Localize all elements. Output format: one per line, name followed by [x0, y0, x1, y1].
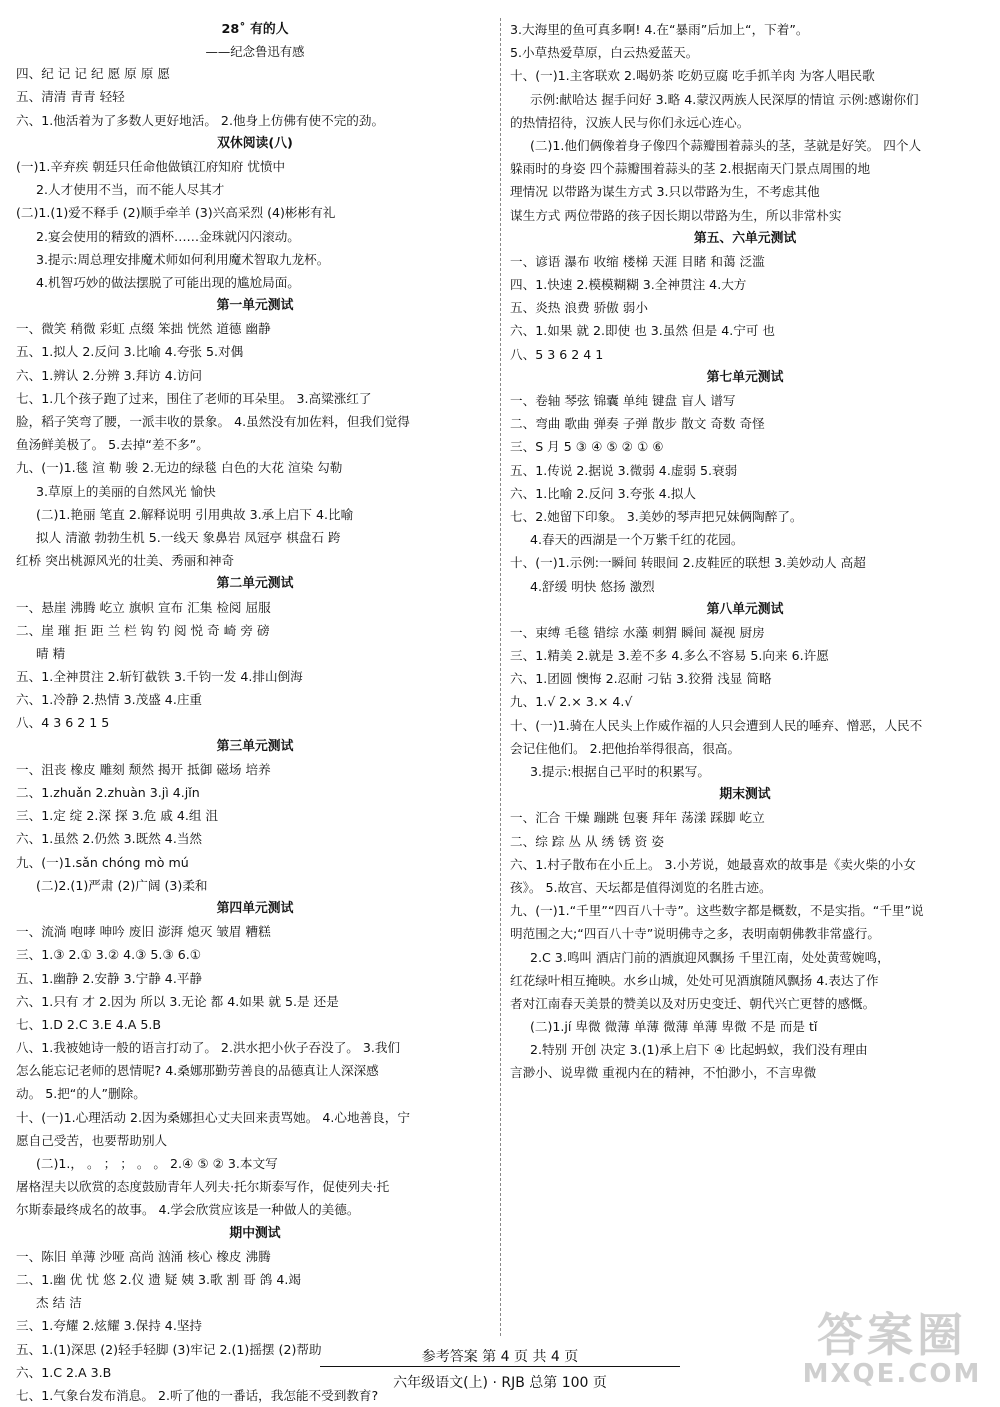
answer-line: 七、2.她留下印象。 3.美妙的琴声把兄妹俩陶醉了。 — [510, 508, 803, 524]
answer-line: 三、1.定 绽 2.深 探 3.危 戚 4.组 沮 — [16, 808, 219, 824]
answer-line: 四、纪 记 记 纪 愿 原 原 愿 — [16, 66, 170, 82]
answer-line: 一、悬崖 沸腾 屹立 旗帜 宣布 汇集 检阅 屈服 — [16, 599, 271, 615]
section-subtitle: ——纪念鲁迅有感 — [205, 44, 305, 60]
answer-line: 六、1.冷静 2.热情 3.茂盛 4.庄重 — [16, 692, 203, 708]
section-heading: 28˚ 有的人 — [221, 22, 289, 37]
answer-line: 六、1.C 2.A 3.B — [16, 1364, 112, 1380]
answer-line: 二、1.zhuǎn 2.zhuàn 3.jì 4.jǐn — [16, 785, 200, 800]
answer-line: 十、(一)1.主客联欢 2.喝奶茶 吃奶豆腐 吃手抓羊肉 为客人唱民歌 — [510, 68, 875, 84]
answer-line: 一、微笑 稍微 彩虹 点缀 笨拙 恍然 道德 幽静 — [16, 321, 271, 337]
answer-line: 愿自己受苦，也要帮助别人 — [16, 1132, 168, 1148]
answer-line: (二)1.他们俩像着身子像四个蒜瓣围着蒜头的茎，茎就是好笑。 四个人 — [530, 137, 922, 153]
answer-line: 4.舒缓 明快 悠扬 激烈 — [530, 578, 655, 594]
answer-line: 四、1.快速 2.模模糊糊 3.全神贯注 4.大方 — [510, 277, 747, 293]
answer-line: 2.宴会使用的精致的酒杯……金珠就闪闪滚动。 — [36, 228, 300, 244]
answer-line: 七、1.气象台发布消息。 2.听了他的一番话，我怎能不受到教育? — [16, 1387, 379, 1403]
answer-line: 动。 5.把“的人”删除。 — [16, 1086, 146, 1102]
answer-line: 一、束缚 毛毯 错综 水藻 刺猬 瞬间 凝视 厨房 — [510, 624, 765, 640]
answer-line: 拟人 清澈 勃勃生机 5.一线天 象鼻岩 凤冠亭 棋盘石 跨 — [36, 529, 341, 545]
answer-line: 孩》。 5.故宫、天坛都是值得浏览的名胜古迹。 — [510, 879, 772, 895]
answer-line: 晴 精 — [36, 645, 66, 661]
answer-line: 五、炎热 浪费 骄傲 弱小 — [510, 300, 648, 316]
answer-line: 鱼汤鲜美极了。 5.去掉“差不多”。 — [16, 437, 209, 453]
answer-line: 八、1.我被她诗一般的语言打动了。 2.洪水把小伙子吞没了。 3.我们 — [16, 1040, 401, 1056]
answer-line: 二、1.幽 优 忧 悠 2.仪 遗 疑 姨 3.歌 割 哥 鸽 4.竭 — [16, 1271, 302, 1287]
answer-line: 五、1.幽静 2.安静 3.宁静 4.平静 — [16, 970, 203, 986]
answer-line: 一、卷轴 琴弦 锦囊 单纯 键盘 盲人 谱写 — [510, 393, 736, 408]
section-heading: 期中测试 — [229, 1225, 281, 1241]
answer-line: 二、弯曲 歌曲 弹奏 子弹 散步 散文 奇数 奇怪 — [510, 416, 765, 432]
answer-line: 2.特别 开创 决定 3.(1)承上启下 ④ 比起蚂蚁，我们没有理由 — [530, 1042, 868, 1058]
answer-line: 二、崖 璀 拒 距 兰 栏 钩 钓 阅 悦 奇 崎 旁 磅 — [16, 622, 270, 638]
left-column — [16, 18, 494, 1407]
footer-rule — [320, 1366, 680, 1367]
answer-line: 六、1.比喻 2.反问 3.夸张 4.拟人 — [510, 485, 697, 501]
answer-line: 示例:献哈达 握手问好 3.略 4.蒙汉两族人民深厚的情谊 示例:感谢你们 — [530, 91, 919, 107]
right-column — [510, 18, 980, 1085]
answer-line: 五、1.全神贯注 2.斩钉截铁 3.千钧一发 4.排山倒海 — [16, 669, 303, 685]
answer-line: 4.春天的西湖是一个万紫千红的花园。 — [530, 532, 744, 548]
answer-line: 三、1.③ 2.① 3.② 4.③ 5.③ 6.① — [16, 947, 202, 963]
answer-line: 躲雨时的身姿 四个蒜瓣围着蒜头的茎 2.根据南天门景点周围的地 — [510, 161, 871, 177]
answer-line: 言渺小、说卑微 重视内在的精神，不怕渺小，不言卑微 — [510, 1065, 817, 1081]
answer-line: 一、谚语 瀑布 收缩 楼梯 天涯 目睹 和蔼 泛滥 — [510, 253, 765, 269]
answer-line: 六、1.他活着为了多数人更好地活。 2.他身上仿佛有使不完的劲。 — [16, 112, 385, 128]
answer-line: 3.提示:周总理安排魔术师如何利用魔术智取九龙杯。 — [36, 251, 330, 267]
answer-line: 的热情招待，汉族人民与你们永远心连心。 — [510, 114, 750, 130]
answer-line: 杰 结 洁 — [36, 1295, 82, 1311]
answer-line: 七、1.D 2.C 3.E 4.A 5.B — [16, 1016, 161, 1032]
answer-line: 五、1.(1)深思 (2)轻手轻脚 (3)牢记 2.(1)摇摆 (2)帮助 — [16, 1341, 322, 1357]
section-heading: 双休阅读(八) — [217, 135, 293, 151]
answer-line: 4.机智巧妙的做法摆脱了可能出现的尴尬局面。 — [36, 274, 300, 290]
answer-line: 九、(一)1.毯 渲 勒 骏 2.无边的绿毯 白色的大花 渲染 勾勒 — [16, 460, 343, 476]
answer-line: (二)2.(1)严肃 (2)广阔 (3)柔和 — [36, 877, 208, 893]
answer-line: 一、汇合 干燥 蹦跳 包裹 拜年 荡漾 踩脚 屹立 — [510, 810, 765, 826]
answer-line: 六、1.如果 就 2.即使 也 3.虽然 但是 4.宁可 也 — [510, 323, 775, 339]
answer-line: 尔斯泰最终成名的故事。 4.学会欣赏应该是一种做人的美德。 — [16, 1202, 360, 1218]
watermark-logo-text: 答案圈 — [817, 1308, 967, 1362]
answer-line: (一)1.辛弃疾 朝廷只任命他做镇江府知府 忧愤中 — [16, 158, 286, 174]
answer-line: 3.草原上的美丽的自然风光 愉快 — [36, 483, 216, 499]
answer-line: (二)1.艳丽 笔直 2.解释说明 引用典故 3.承上启下 4.比喻 — [36, 506, 354, 522]
section-heading: 期末测试 — [719, 787, 771, 803]
answer-line: 五、清清 青青 轻轻 — [16, 89, 125, 105]
answer-line: 脸，稻子笑弯了腰，一派丰收的景象。 4.虽然没有加佐料，但我们觉得 — [16, 414, 410, 429]
answer-line: 理情况 以带路为谋生方式 3.只以带路为生，不考虑其他 — [510, 184, 820, 200]
answer-line: 六、1.村子散布在小丘上。 3.小芳说，她最喜欢的故事是《卖火柴的小女 — [510, 856, 916, 872]
answer-line: 三、S 月 5 ③ ④ ⑤ ② ① ⑥ — [510, 439, 664, 455]
column-divider — [500, 18, 501, 1336]
answer-line: 九、(一)1.“千里”“四百八十寺”。这些数字都是概数，不是实指。“千里”说 — [510, 903, 924, 919]
answer-line: (二)1.jí 卑微 微薄 单薄 微薄 单薄 卑微 不是 而是 tǐ — [530, 1019, 818, 1035]
answer-line: 八、4 3 6 2 1 5 — [16, 715, 110, 731]
answer-line: 七、1.几个孩子跑了过来，围住了老师的耳朵里。 3.高粱涨红了 — [16, 390, 372, 406]
answer-line: 六、1.虽然 2.仍然 3.既然 4.当然 — [16, 831, 203, 847]
answer-line: 九、1.√ 2.× 3.× 4.√ — [510, 694, 633, 710]
answer-line: (二)1.， 。 ； ； 。 。 2.④ ⑤ ② 3.本文写 — [36, 1156, 278, 1171]
section-heading: 第八单元测试 — [706, 601, 784, 617]
answer-line: 一、陈旧 单薄 沙哑 高尚 汹涌 核心 橡皮 沸腾 — [16, 1248, 271, 1264]
answer-line: 九、(一)1.sǎn chóng mò mú — [16, 854, 189, 870]
answer-line: 六、1.辨认 2.分辨 3.拜访 4.访问 — [16, 367, 203, 383]
answer-line: 屠格涅夫以欣赏的态度鼓励青年人列夫·托尔斯泰写作，促使列夫·托 — [16, 1179, 390, 1195]
footer-book-info: 六年级语文(上) · RJB 总第 100 页 — [393, 1375, 607, 1391]
answer-line: 一、沮丧 橡皮 雕刻 颓然 揭开 抵御 磁场 培养 — [16, 761, 271, 777]
answer-line: 谋生方式 两位带路的孩子因长期以带路为生，所以非常朴实 — [510, 207, 842, 223]
section-heading: 第七单元测试 — [706, 369, 784, 385]
section-heading: 第二单元测试 — [216, 576, 294, 592]
answer-line: 红花绿叶相互掩映。水乡山城，处处可见酒旗随风飘扬 4.表达了作 — [510, 972, 879, 988]
watermark-logo-url: MXQE.COM — [802, 1359, 982, 1389]
answer-line: 一、流淌 咆哮 呻吟 废旧 澎湃 熄灭 皱眉 糟糕 — [16, 924, 271, 940]
answer-line: 会记住他们。 2.把他抬举得很高，很高。 — [510, 740, 741, 756]
answer-line: 者对江南春天美景的赞美以及对历史变迁、朝代兴亡更替的感慨。 — [510, 995, 876, 1011]
answer-line: 2.人才使用不当，而不能人尽其才 — [36, 182, 225, 198]
section-heading: 第三单元测试 — [216, 738, 294, 754]
answer-line: 六、1.只有 才 2.因为 所以 3.无论 都 4.如果 就 5.是 还是 — [16, 993, 339, 1009]
answer-line: 十、(一)1.心理活动 2.因为桑娜担心丈夫回来责骂她。 4.心地善良，宁 — [16, 1109, 410, 1125]
answer-line: 五、1.拟人 2.反问 3.比喻 4.夸张 5.对偶 — [16, 344, 244, 360]
answer-line: 三、1.精美 2.就是 3.差不多 4.多么不容易 5.向来 6.许愿 — [510, 648, 829, 664]
answer-line: 二、综 踪 丛 从 绣 锈 资 姿 — [510, 833, 664, 849]
answer-line: 三、1.夸耀 2.炫耀 3.保持 4.坚持 — [16, 1318, 203, 1334]
section-heading: 第一单元测试 — [216, 298, 294, 314]
answer-line: 明范围之大;“四百八十寺”说明佛寺之多，表明南朝佛教非常盛行。 — [510, 926, 880, 942]
answer-line: 怎么能忘记老师的恩情呢? 4.桑娜那勤劳善良的品德真让人深深感 — [16, 1063, 379, 1079]
answer-line: 八、5 3 6 2 4 1 — [510, 346, 604, 362]
answer-line: 红桥 突出桃源风光的壮美、秀丽和神奇 — [16, 553, 235, 569]
watermark-logo — [792, 1299, 992, 1394]
answer-line: 2.C 3.鸣叫 酒店门前的酒旗迎风飘扬 千里江南，处处黄莺婉鸣， — [530, 949, 890, 965]
answer-line: 十、(一)1.示例:一瞬间 转眼间 2.皮鞋匠的联想 3.美妙动人 高超 — [510, 555, 866, 571]
section-heading: 第四单元测试 — [216, 900, 294, 916]
answer-line: 5.小草热爱草原，白云热爱蓝天。 — [510, 45, 699, 61]
answer-line: 六、1.团圆 懊悔 2.忍耐 刁钻 3.狡猾 浅显 简略 — [510, 671, 772, 687]
footer-page-info: 参考答案 第 4 页 共 4 页 — [421, 1349, 579, 1365]
answer-line: 五、1.传说 2.据说 3.微弱 4.虚弱 5.衰弱 — [510, 462, 738, 478]
answer-line: 十、(一)1.骑在人民头上作威作福的人只会遭到人民的唾弃、憎恶，人民不 — [510, 717, 923, 733]
section-heading: 第五、六单元测试 — [693, 230, 797, 246]
answer-line: 3.提示:根据自己平时的积累写。 — [530, 764, 710, 779]
answer-line: (二)1.(1)爱不释手 (2)顺手牵羊 (3)兴高采烈 (4)彬彬有礼 — [16, 205, 336, 221]
answer-line: 3.大海里的鱼可真多啊! 4.在“暴雨”后加上“，下着”。 — [510, 22, 809, 37]
